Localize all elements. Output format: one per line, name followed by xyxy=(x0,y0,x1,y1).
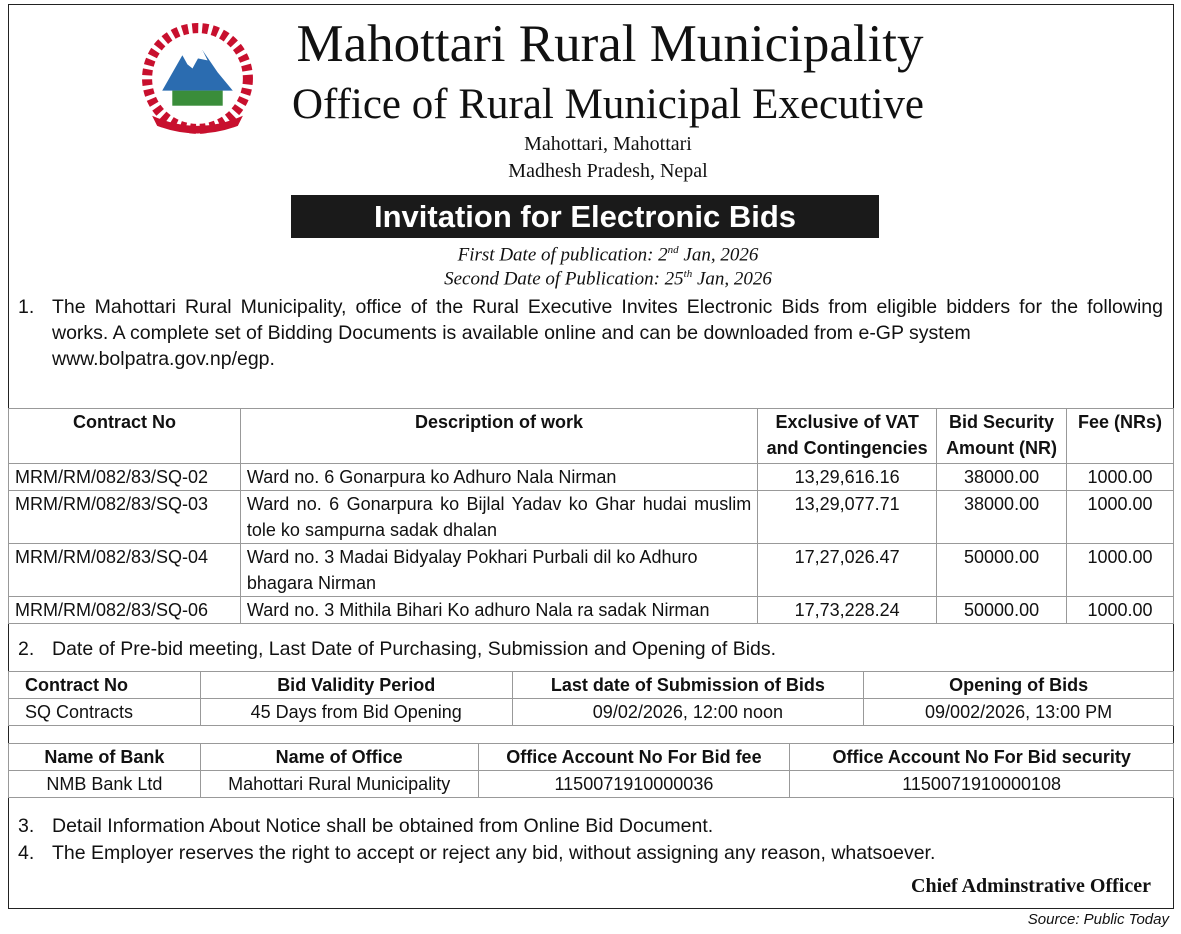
bid-security: 50000.00 xyxy=(937,597,1067,624)
signature-title: Chief Adminstrative Officer xyxy=(911,875,1151,897)
table-header-row xyxy=(9,672,1174,699)
address-line-2: Madhesh Pradesh, Nepal xyxy=(508,160,708,182)
header-bid-security: Bid Security Amount (NR) xyxy=(937,409,1067,464)
header-fee-account: Office Account No For Bid fee xyxy=(478,744,790,771)
header-security-account: Office Account No For Bid security xyxy=(790,744,1174,771)
table-row xyxy=(9,491,1174,544)
contract-no: MRM/RM/082/83/SQ-03 xyxy=(9,491,241,544)
address-line-1: Mahottari, Mahottari xyxy=(524,133,692,155)
header-amount: Exclusive of VAT and Contingencies xyxy=(758,409,937,464)
item-2: 2. Date of Pre-bid meeting, Last Date of Purchasing, Submission and Opening of Bids. xyxy=(18,638,777,660)
amount: 17,73,228.24 xyxy=(758,597,937,624)
second-publication-date: Second Date of Publication: 25th Jan, 2026 xyxy=(444,268,772,290)
amount: 13,29,616.16 xyxy=(758,464,937,491)
nepal-emblem-logo xyxy=(137,20,258,141)
amount: 17,27,026.47 xyxy=(758,544,937,597)
header-office: Name of Office xyxy=(200,744,478,771)
bank-name: NMB Bank Ltd xyxy=(9,771,201,798)
source-credit: Source: Public Today xyxy=(1027,911,1169,928)
amount: 13,29,077.71 xyxy=(758,491,937,544)
header-contract-no: Contract No xyxy=(9,672,201,699)
contract-type: SQ Contracts xyxy=(9,699,201,726)
municipality-title: Mahottari Rural Municipality xyxy=(296,15,924,73)
submission-date: 09/02/2026, 12:00 noon xyxy=(512,699,864,726)
header-contract-no: Contract No xyxy=(9,409,241,464)
header-validity: Bid Validity Period xyxy=(200,672,512,699)
office-subtitle: Office of Rural Municipal Executive xyxy=(291,81,925,128)
header-submission: Last date of Submission of Bids xyxy=(512,672,864,699)
header-opening: Opening of Bids xyxy=(864,672,1174,699)
fee: 1000.00 xyxy=(1067,597,1174,624)
header-fee: Fee (NRs) xyxy=(1067,409,1174,464)
description: Ward no. 3 Madai Bidyalay Pokhari Purbali dil ko Adhuro bhagara Nirman xyxy=(240,544,757,597)
security-account-no: 1150071910000108 xyxy=(790,771,1174,798)
notice-banner: Invitation for Electronic Bids xyxy=(291,195,879,238)
office-name: Mahottari Rural Municipality xyxy=(200,771,478,798)
contract-no: MRM/RM/082/83/SQ-04 xyxy=(9,544,241,597)
fee: 1000.00 xyxy=(1067,544,1174,597)
works-table xyxy=(8,408,1174,624)
bid-security: 38000.00 xyxy=(937,491,1067,544)
table-row xyxy=(9,597,1174,624)
item-1: 1. The Mahottari Rural Municipality, office of the Rural Executive Invites Electronic Bids from eligible bidders for the following works. A complete set of Bidding Documents is available online and can be downloaded from e-GP system www.bolpatra.gov.np/egp. xyxy=(18,296,1163,370)
validity-period: 45 Days from Bid Opening xyxy=(200,699,512,726)
item-4: 4. The Employer reserves the right to accept or reject any bid, without assigning any reason, whatsoever. xyxy=(18,842,936,864)
contract-no: MRM/RM/082/83/SQ-06 xyxy=(9,597,241,624)
fee: 1000.00 xyxy=(1067,464,1174,491)
table-header-row xyxy=(9,409,1174,464)
opening-date: 09/002/2026, 13:00 PM xyxy=(864,699,1174,726)
fee: 1000.00 xyxy=(1067,491,1174,544)
description: Ward no. 3 Mithila Bihari Ko adhuro Nala ra sadak Nirman xyxy=(240,597,757,624)
bank-table xyxy=(8,743,1174,798)
item-3: 3. Detail Information About Notice shall be obtained from Online Bid Document. xyxy=(18,815,714,837)
table-row xyxy=(9,544,1174,597)
table-row xyxy=(9,771,1174,798)
first-publication-date: First Date of publication: 2nd Jan, 2026 xyxy=(457,244,759,266)
bid-security: 38000.00 xyxy=(937,464,1067,491)
fee-account-no: 1150071910000036 xyxy=(478,771,790,798)
egp-link[interactable]: www.bolpatra.gov.np/egp. xyxy=(52,348,275,370)
bid-dates-table xyxy=(8,671,1174,726)
table-row xyxy=(9,699,1174,726)
header-description: Description of work xyxy=(240,409,757,464)
table-row xyxy=(9,464,1174,491)
description: Ward no. 6 Gonarpura ko Adhuro Nala Nirman xyxy=(240,464,757,491)
bid-security: 50000.00 xyxy=(937,544,1067,597)
description: Ward no. 6 Gonarpura ko Bijlal Yadav ko Ghar hudai muslim tole ko sampurna sadak dhalan xyxy=(240,491,757,544)
header-bank: Name of Bank xyxy=(9,744,201,771)
table-header-row xyxy=(9,744,1174,771)
contract-no: MRM/RM/082/83/SQ-02 xyxy=(9,464,241,491)
